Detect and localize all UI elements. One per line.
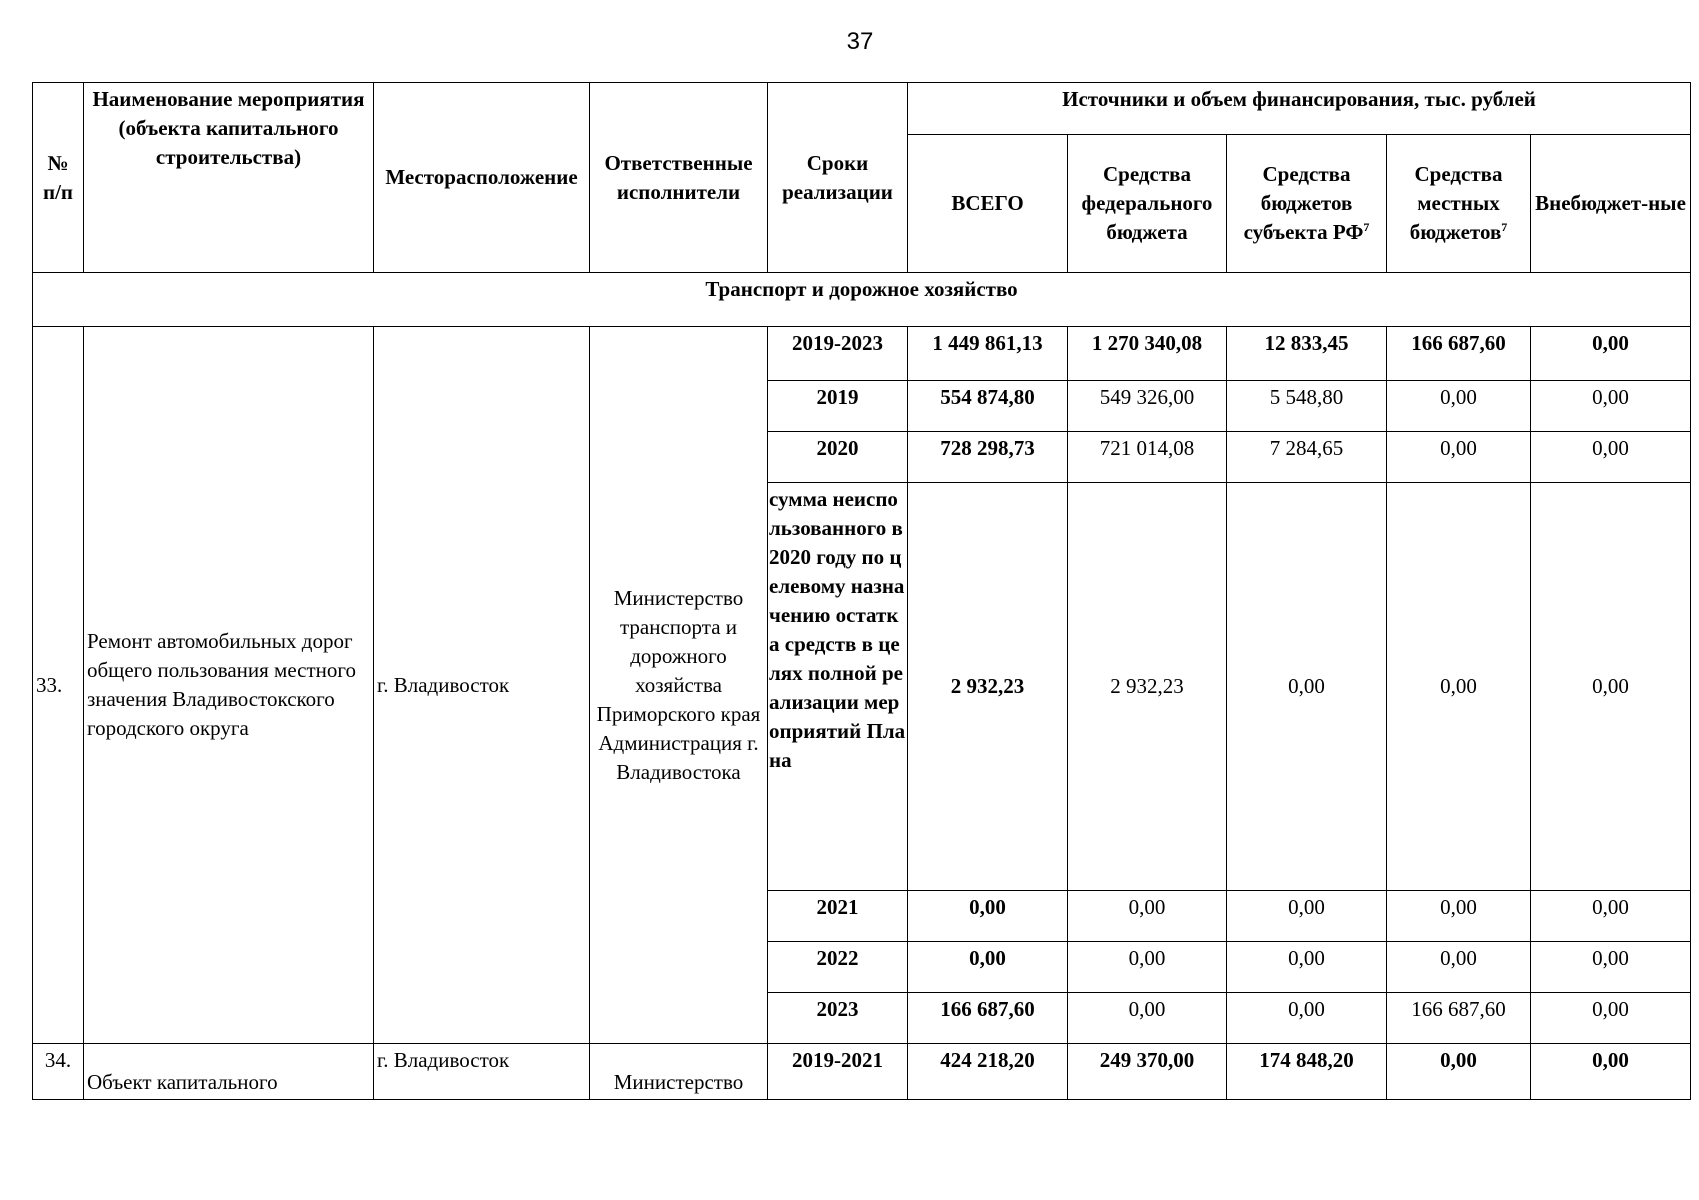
federal-cell: 249 370,00 <box>1068 1044 1227 1100</box>
extra-cell: 0,00 <box>1531 1044 1691 1100</box>
period-cell: 2019-2023 <box>768 327 908 381</box>
financing-table <box>32 82 1691 1100</box>
extra-cell: 0,00 <box>1531 993 1691 1044</box>
header-local <box>1387 135 1531 273</box>
period-cell: 2023 <box>768 993 908 1044</box>
extra-cell: 0,00 <box>1531 891 1691 942</box>
total-cell: 2 932,23 <box>908 483 1068 891</box>
period-cell: 2020 <box>768 432 908 483</box>
extra-cell: 0,00 <box>1531 381 1691 432</box>
header-name: Наименование мероприятия (объекта капитального строительства) <box>84 83 374 273</box>
header-subject <box>1227 135 1387 273</box>
federal-cell: 0,00 <box>1068 891 1227 942</box>
extra-cell: 0,00 <box>1531 327 1691 381</box>
subject-cell: 174 848,20 <box>1227 1044 1387 1100</box>
subject-cell: 0,00 <box>1227 891 1387 942</box>
item34-name: Объект капитального <box>84 1044 374 1100</box>
total-cell: 166 687,60 <box>908 993 1068 1044</box>
period-cell: сумма неиспользованного в 2020 году по целевому назначению остатка средств в целях полной реализации мероприятий Плана <box>768 483 908 891</box>
header-local-text: Средства местных бюджетов <box>1409 162 1503 244</box>
total-cell: 1 449 861,13 <box>908 327 1068 381</box>
item34-num: 34. <box>33 1044 84 1100</box>
federal-cell: 2 932,23 <box>1068 483 1227 891</box>
header-subject-footnote: 7 <box>1363 220 1370 234</box>
header-total: ВСЕГО <box>908 135 1068 273</box>
total-cell: 554 874,80 <box>908 381 1068 432</box>
total-cell: 424 218,20 <box>908 1044 1068 1100</box>
section-title: Транспорт и дорожное хозяйство <box>33 273 1691 327</box>
subject-cell: 5 548,80 <box>1227 381 1387 432</box>
subject-cell: 7 284,65 <box>1227 432 1387 483</box>
table-row <box>33 327 1691 381</box>
local-cell: 166 687,60 <box>1387 327 1531 381</box>
local-cell: 0,00 <box>1387 381 1531 432</box>
header-sources-group: Источники и объем финансирования, тыс. рублей <box>908 83 1691 135</box>
header-location: Месторасположение <box>374 83 590 273</box>
subject-cell: 0,00 <box>1227 942 1387 993</box>
extra-cell: 0,00 <box>1531 483 1691 891</box>
period-cell: 2022 <box>768 942 908 993</box>
subject-cell: 12 833,45 <box>1227 327 1387 381</box>
header-local-footnote: 7 <box>1501 220 1508 234</box>
total-cell: 728 298,73 <box>908 432 1068 483</box>
item33-num: 33. <box>33 327 84 1044</box>
subject-cell: 0,00 <box>1227 993 1387 1044</box>
header-subject-text: Средства бюджетов субъекта РФ <box>1243 162 1364 244</box>
local-cell: 0,00 <box>1387 942 1531 993</box>
federal-cell: 1 270 340,08 <box>1068 327 1227 381</box>
page-number: 37 <box>846 28 874 55</box>
federal-cell: 721 014,08 <box>1068 432 1227 483</box>
local-cell: 0,00 <box>1387 891 1531 942</box>
item33-location: г. Владивосток <box>374 327 590 1044</box>
total-cell: 0,00 <box>908 942 1068 993</box>
total-cell: 0,00 <box>908 891 1068 942</box>
item33-name: Ремонт автомобильных дорог общего пользования местного значения Владивостокского городского округа <box>84 327 374 1044</box>
item34-location: г. Владивосток <box>374 1044 590 1100</box>
header-terms: Сроки реализации <box>768 83 908 273</box>
item33-responsible: Министерство транспорта и дорожного хозяйства Приморского края Администрация г. Владивостока <box>590 327 768 1044</box>
period-cell: 2019-2021 <box>768 1044 908 1100</box>
period-cell: 2019 <box>768 381 908 432</box>
period-cell: 2021 <box>768 891 908 942</box>
header-num: № п/п <box>33 83 84 273</box>
table-row <box>33 1044 1691 1100</box>
federal-cell: 0,00 <box>1068 942 1227 993</box>
local-cell: 0,00 <box>1387 432 1531 483</box>
extra-cell: 0,00 <box>1531 942 1691 993</box>
federal-cell: 549 326,00 <box>1068 381 1227 432</box>
subject-cell: 0,00 <box>1227 483 1387 891</box>
header-responsible: Ответственные исполнители <box>590 83 768 273</box>
item34-responsible: Министерство <box>590 1044 768 1100</box>
header-federal: Средства федерального бюджета <box>1068 135 1227 273</box>
extra-cell: 0,00 <box>1531 432 1691 483</box>
header-extra: Внебюджет-ные <box>1531 135 1691 273</box>
local-cell: 166 687,60 <box>1387 993 1531 1044</box>
federal-cell: 0,00 <box>1068 993 1227 1044</box>
local-cell: 0,00 <box>1387 1044 1531 1100</box>
local-cell: 0,00 <box>1387 483 1531 891</box>
